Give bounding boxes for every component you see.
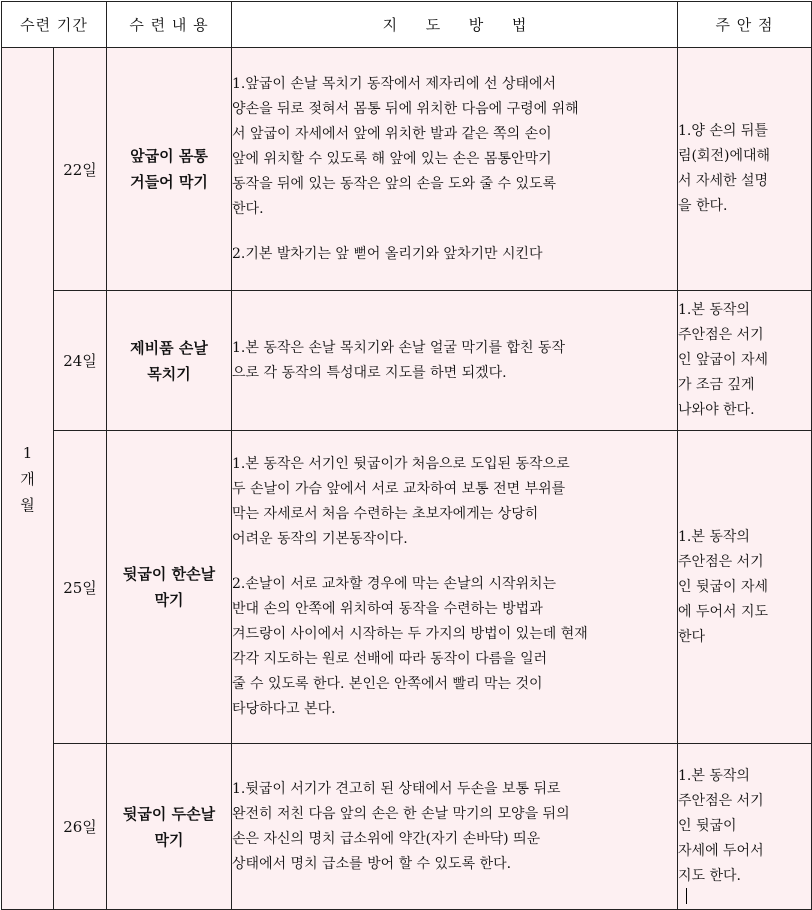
day-cell: 26일 [54, 744, 107, 910]
header-content: 수 련 내 용 [107, 2, 232, 48]
guide-paragraph: 1.뒷굽이 서기가 견고히 된 상태에서 두손을 보통 뒤로 완전히 저친 다음 앞의 손은 한 손날 막기의 모양을 뒤의 손은 자신의 명치 급소위에 약간(자기 손바닥) 띄운 상태에서 명치 급소를 방어 할 수 있도록 한다. [232, 780, 570, 872]
day-cell: 24일 [54, 291, 107, 431]
guide-cell [232, 744, 678, 910]
table-row [2, 291, 812, 431]
table-row [2, 744, 812, 910]
note-cell [678, 48, 812, 291]
guide-cell [232, 291, 678, 431]
note-text: 1.본 동작의 주안점은 서기 인 앞굽이 자세 가 조금 깊게 나와야 한다. [678, 302, 769, 418]
guide-cell [232, 431, 678, 744]
period-label: 1 개 월 [20, 443, 35, 514]
header-guide-text: 지 도 방 법 [382, 16, 527, 34]
content-text: 앞굽이 몸통 거들어 막기 [130, 147, 208, 191]
guide-paragraph: 1.앞굽이 손날 목치기 동작에서 제자리에 선 상태에서 양손을 뒤로 젖혀서 몸통 뒤에 위치한 다음에 구령에 위해 서 앞굽이 자세에서 앞에 위치한 발과 같은 쪽의 손이 앞에 위치할 수 있도록 해 앞에 있는 손은 몸통안막기 동작을 뒤에 있는 동작은 앞의 손을 도와 줄 수 있도록 한다. [232, 75, 579, 217]
content-cell [107, 431, 232, 744]
period-cell [2, 48, 54, 910]
guide-cell [232, 48, 678, 291]
header-row [2, 2, 812, 48]
guide-paragraph: 1.본 동작은 손날 목치기와 손날 얼굴 막기를 합친 동작 으로 각 동작의 특성대로 지도를 하면 되겠다. [232, 339, 565, 381]
note-cell [678, 744, 812, 910]
header-period: 수련 기간 [2, 2, 107, 48]
content-cell [107, 744, 232, 910]
note-text: 1.본 동작의 주안점은 서기 인 뒷굽이 자세 에 두어서 지도 한다 [678, 528, 769, 645]
day-cell: 25일 [54, 431, 107, 744]
guide-paragraph: 2.손날이 서로 교차할 경우에 막는 손날의 시작위치는 반대 손의 안쪽에 위치하여 동작을 수련하는 방법과 겨드랑이 사이에서 시작하는 두 가지의 방법이 있는데 현재 각각 지도하는 원로 선배에 따라 동작이 다름을 일러 줄 수 있도록 한다. 본인은 안쪽에서 빨리 막는 것이 타당하다고 본다. [232, 576, 588, 717]
content-cell [107, 48, 232, 291]
table-row [2, 431, 812, 744]
text-cursor [686, 888, 687, 904]
note-cell [678, 431, 812, 744]
guide-paragraph: 2.기본 발차기는 앞 뻗어 올리기와 앞차기만 시킨다 [232, 245, 543, 262]
content-cell [107, 291, 232, 431]
note-text: 1.본 동작의 주안점은 서기 인 뒷굽이 자세에 두어서 지도 한다. [678, 768, 764, 884]
note-cell [678, 291, 812, 431]
training-plan-table [1, 1, 812, 910]
content-text: 뒷굽이 두손날 막기 [122, 804, 216, 849]
day-cell: 22일 [54, 48, 107, 291]
note-text: 1.양 손의 뒤틀 림(회전)에대해 서 자세한 설명 을 한다. [678, 123, 771, 214]
guide-paragraph: 1.본 동작은 서기인 뒷굽이가 처음으로 도입된 동작으로 두 손날이 가슴 앞에서 서로 교차하여 보통 전면 부위를 막는 자세로서 처음 수련하는 초보자에게는 상당히 어려운 동작의 기본동작이다. [232, 456, 570, 547]
content-text: 제비품 손날 목치기 [130, 338, 208, 383]
table-row [2, 48, 812, 291]
header-guide [232, 2, 678, 48]
content-text: 뒷굽이 한손날 막기 [122, 565, 216, 609]
header-note: 주 안 점 [678, 2, 812, 48]
